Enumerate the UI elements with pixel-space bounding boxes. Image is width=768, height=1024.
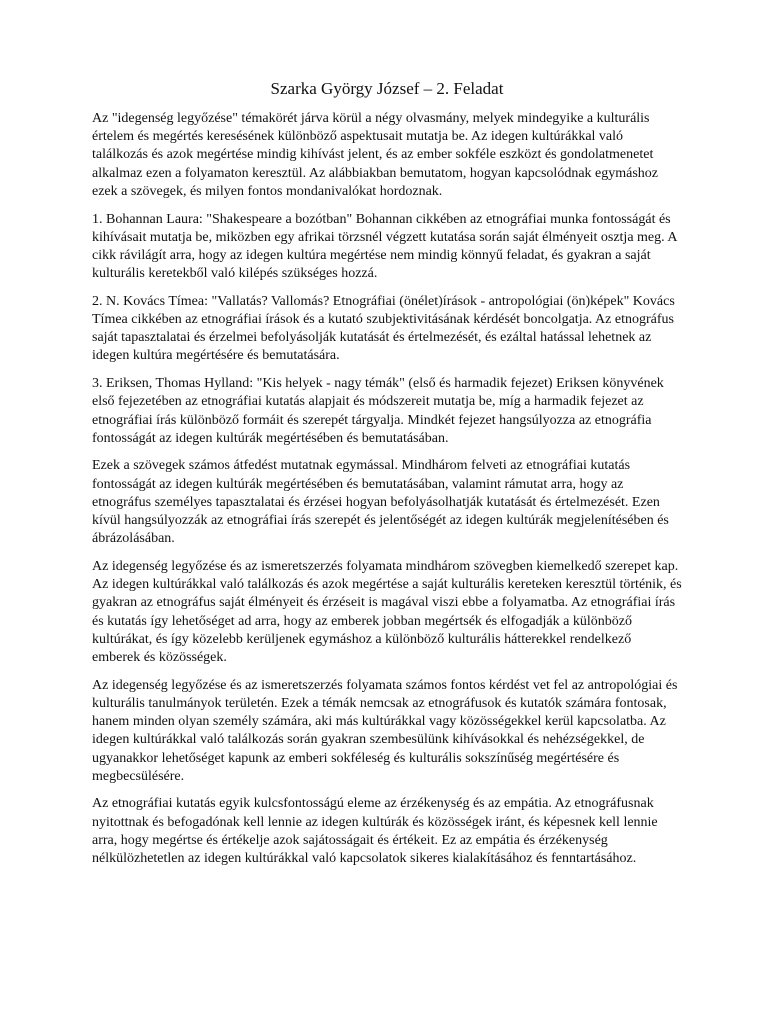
paragraph-questions: Az idegenség legyőzése és az ismeretszerzés folyamata számos fontos kérdést vet fel az antropológiai és kulturális tanulmányok területén. Ezek a témák nemcsak az etnográfusok és kutatók számára fontosak, hanem minden olyan személy számára, aki más kultúrákkal vagy közösségekkel kerül kapcsolatba. Az idegen kultúrákkal való találkozás során gyakran szembesülünk kihívásokkal és nehézségekkel, de ugyanakkor lehetőséget kapunk az emberi sokféleség és kulturális sokszínűség megértésére és megbecsülésére.: [92, 677, 678, 784]
paragraph-eriksen: 3. Eriksen, Thomas Hylland: "Kis helyek - nagy témák" (első és harmadik fejezet) Eriksen könyvének első fejezetében az etnográfiai kutatás alapjait és módszereit mutatja be, míg a harmadik fejezet az etnográfiai írás különböző formáit és szerepét tárgyalja. Mindkét fejezet hangsúlyozza az etnográfia fontosságát az idegen kultúrák megértésében és bemutatásában.: [92, 376, 664, 446]
paragraph-bohannan: 1. Bohannan Laura: "Shakespeare a bozótban" Bohannan cikkében az etnográfiai munka fontosságát és kihívásait mutatja be, miközben egy afrikai törzsnél végzett kutatása során saját élményeit osztja meg. A cikk rávilágít arra, hogy az idegen kultúra megértése nem mindig könnyű feladat, és gyakran a saját kulturális keretekből való kilépés szükséges hozzá.: [92, 211, 677, 282]
paragraph-overcoming-otherness: Az idegenség legyőzése és az ismeretszerzés folyamata mindhárom szövegben kiemelkedő szerepet kap. Az idegen kultúrákkal való találkozás és azok megértése a saját kulturális kereteken keresztül történik, és gyakran az etnográfus saját élményeit és érzéseit is magával viszi ebbe a folyamatba. Az etnográfiai írás és kutatás így lehetőséget ad arra, hogy az emberek jobban megértsék és elfogadják a különböző kultúrákat, és így közelebb kerüljenek egymáshoz a különböző kulturális hátterekkel rendelkező emberek és közösségek.: [92, 558, 682, 665]
paragraph-empathy: Az etnográfiai kutatás egyik kulcsfontosságú eleme az érzékenység és az empátia. Az etnográfusnak nyitottnak és befogadónak kell lennie az idegen kultúrák és közösségek iránt, és képesnek kell lennie arra, hogy megértse és értékelje azok sajátosságait és értékeit. Ez az empátia és érzékenység nélkülözhetetlen az idegen kultúrákkal való kapcsolatok sikeres kialakításához és fenntartásához.: [92, 796, 658, 867]
document-title: Szarka György József – 2. Feladat: [270, 79, 504, 98]
intro-paragraph: Az "idegenség legyőzése" témakörét járva körül a négy olvasmány, melyek mindegyike a kulturális értelem és megértés keresésének különböző aspektusait mutatja be. Az idegen kultúrákkal való találkozás és azok megértése mindig kihívást jelent, és az ember sokféle eszközt és gondolatmenetet alkalmaz ezen a folyamaton keresztül. Az alábbiakban bemutatom, hogyan kapcsolódnak egymáshoz ezek a szövegek, és milyen fontos mondanivalókat hordoznak.: [92, 111, 659, 199]
paragraph-kovacs: 2. N. Kovács Tímea: "Vallatás? Vallomás? Etnográfiai (önélet)írások - antropológiai (ön)képek" Kovács Tímea cikkében az etnográfiai írások és a kutató szubjektivitásának kérdését boncolgatja. Az etnográfus saját tapasztalatai és érzelmei befolyásolják kutatását és értelmezését, és ezáltal hatással lehetnek az idegen kultúra megértésére és bemutatására.: [92, 293, 675, 364]
paragraph-overlaps: Ezek a szövegek számos átfedést mutatnak egymással. Mindhárom felveti az etnográfiai kutatás fontosságát az idegen kultúrák megértésében és bemutatásában, valamint rámutat arra, hogy az etnográfus személyes tapasztalatai és érzései hogyan befolyásolhatják kutatását és értelmezését. Ezen kívül hangsúlyozzák az etnográfiai írás szerepét és jelentőségét az idegen kultúrák megjelenítésében és ábrázolásában.: [92, 458, 669, 547]
document-page: [92, 78, 682, 878]
